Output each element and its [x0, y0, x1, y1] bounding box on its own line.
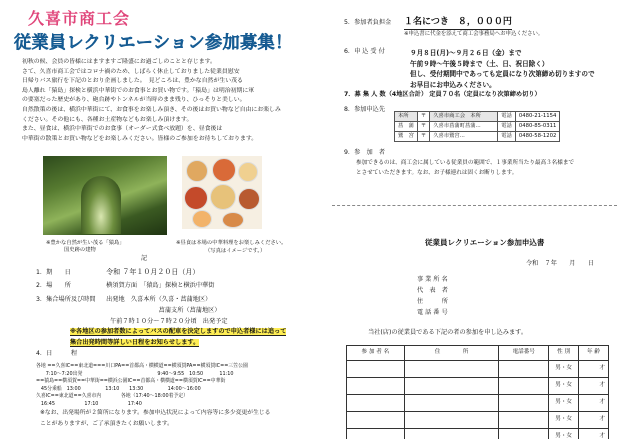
representative-field[interactable]: 代 表 者: [417, 287, 448, 294]
item-6-line: ９月８日(月)～９月２６日（金）まで: [410, 49, 522, 57]
schedule: [36, 363, 248, 409]
schedule-line: 16:45 17:10 17:40: [36, 400, 142, 407]
item-5-note: ※申込書に代金を添えて商工会事務局へお申込ください。: [404, 31, 544, 37]
item-5: 5．参加者負担金 １名につき ８，０００円: [344, 17, 512, 30]
phone-field[interactable]: 電 話 番 号: [417, 309, 448, 316]
applicant-row[interactable]: 男・女 才: [347, 412, 609, 429]
photo1-caption: ※豊かな自然が生い茂る「猿島」 国史跡の建物: [46, 240, 125, 253]
intro-line: さて、久喜市商工会ではコロナ禍のため、しばらく休止しておりました従業員慰安: [22, 68, 240, 75]
col-gender: 性 別: [549, 346, 579, 361]
contact-row: 鷲 宮 〒 久喜市鷲宮... 電話 0480-58-1202: [395, 132, 560, 142]
intro-line: ください。その他にも、各種お土産物などもお楽しみ頂けます。: [22, 116, 196, 123]
item-3-time: 午前７時１０分～７時２０分頃 出発予定: [110, 318, 228, 325]
intro-line: の要塞だった歴史があり、砲台跡やトンネルが当時のまま残り、ひっそりと美しい。: [22, 97, 246, 104]
item-9-line1: 参加できるのは、商工会に属している従業員の範囲で、１事業所当たり最高３名様まで: [356, 160, 575, 166]
item-4: 4．日 程: [36, 350, 78, 357]
item-3-sub: 菖蒲支所（菖蒲地区）: [103, 307, 221, 314]
item-6-label: 6．申 込 受 付: [344, 48, 385, 55]
col-address: 住 所: [404, 346, 499, 361]
form-fields: [417, 274, 448, 318]
address-field[interactable]: 住 所: [417, 298, 448, 305]
headline: 従業員レクリエーション参加募集！: [14, 33, 293, 53]
item-9-line2: とさせていただきます。なお、お子様連れは固くお断りします。: [356, 170, 518, 176]
item-2: 2．場 所 横須賀方面 「猿島」探検と横浜中華街: [36, 282, 215, 289]
sarushima-tunnel-photo: [43, 156, 167, 235]
business-name-field[interactable]: 事 業 所 名: [417, 276, 448, 283]
item-1: 1．期 日 令和 ７年１０月２０日（月）: [36, 268, 200, 276]
intro-line: 初秋の候、会員の皆様にはますますご隆盛にお過ごしのことと存じます。: [22, 59, 216, 65]
intro-line: 島人離れ「猿島」探検と横浜中華街でのお食事とお買い物です。「猿島」は明治初期に軍: [22, 87, 255, 94]
schedule-line: 7:10～7:20出発 9:40～9:55 10:50 11:10: [36, 370, 234, 377]
cut-line: [332, 205, 617, 206]
contact-row: 本所 〒 久喜市商工会 本所 電話 0480-21-1154: [395, 112, 560, 122]
applicant-table: [346, 345, 609, 439]
footnote-1: ※なお、出発場所が２箇所になります。参加申込状況によって内容等に多少変更が生じる: [40, 410, 271, 416]
col-name: 参 加 者 名: [347, 346, 405, 361]
applicant-row[interactable]: 男・女 才: [347, 378, 609, 395]
intro-text: [22, 58, 322, 144]
applicant-row[interactable]: 男・女 才: [347, 395, 609, 412]
item-8: 8．参加申込先: [344, 106, 386, 113]
ki-heading: 記: [141, 255, 148, 262]
org-name: 久喜市商工会: [28, 9, 131, 28]
schedule-line: 久喜IC==東北道==久喜市内 各地（17:40～18:00着予定）: [36, 393, 189, 400]
intro-line: 中華街の散策とお買い物などをお楽しみください。皆様のご参加をお待ちしております。: [22, 135, 258, 142]
image-note: （写真はイメージです。）: [205, 248, 266, 254]
intro-line: 自然散策の後は、横浜中華街にて、お食事をお楽しみ頂き、その後はお買い物など自由にお楽しみ: [22, 106, 281, 113]
schedule-line: ==猿島==横須賀==中華街==横浜公園IC==首都高・横横道==横須賀IC==中華街: [36, 378, 226, 385]
intro-line: 日帰りバス旅行を下記のとおり企画しました。 見どころは、豊かな自然が生い茂る: [22, 78, 243, 85]
applicant-header-row: [347, 346, 609, 361]
item-7: 7．募 集 人 数（4地区合計） 定員７０名（定員になり次第締め切り）: [344, 91, 541, 98]
col-age: 年 齢: [579, 346, 609, 361]
item-6-line: 午前９時～午後５時まで（土、日、祝日除く）: [410, 59, 549, 68]
photo2-caption: ※昼食は本場の中華料理をお楽しみください。: [176, 240, 287, 246]
item-6-line: お早目にお申込みください。: [410, 80, 496, 89]
col-phone: 電話番号: [499, 346, 549, 361]
item-3: 3．集合場所及び時間 出発地 久喜本所（久喜・菖蒲地区）: [36, 296, 212, 303]
applicant-row[interactable]: 男・女 才: [347, 361, 609, 378]
item-6-text: [410, 48, 595, 90]
form-title: 従業員レクリエーション参加申込書: [425, 238, 545, 247]
chinese-food-photo: [182, 156, 262, 229]
contact-row: 菖 蒲 〒 久喜市菖蒲町菖蒲... 電話 0480-85-0311: [395, 122, 560, 132]
notice-3b: 集合出発時間等詳しい日程をお知らせします。: [70, 339, 200, 346]
schedule-line: 各地 ==久喜IC==東北道===川口PA==首都高・横横道==横須賀PA==横須賀IC==三笠公園: [36, 363, 248, 369]
item-6-line: 但し、受付期間中であっても定員になり次第締め切りますので: [410, 70, 595, 78]
notice-3a: ※各地区の参加者数によってバスの配車を決定しますので申込者様には追って: [70, 328, 287, 335]
applicant-row[interactable]: 男・女 才: [347, 429, 609, 439]
form-date[interactable]: 令和 ７年 月 日: [526, 260, 595, 267]
item-9: 9．参 加 者: [344, 149, 386, 156]
footnote-2: ことがありますが、ご了承頂きたくお願いします。: [40, 421, 173, 427]
form-note: 当社(店)の従業員である下記の者の参加を申し込みます。: [368, 329, 528, 336]
contact-table: [394, 111, 560, 142]
intro-line: また、昼食は、横浜中華街でのお食事（オーダー式食べ放題）を、昼食後は: [22, 126, 223, 133]
schedule-line: 45分乗船 13:00 13:10 13:30 14:00～16:00: [36, 385, 201, 392]
